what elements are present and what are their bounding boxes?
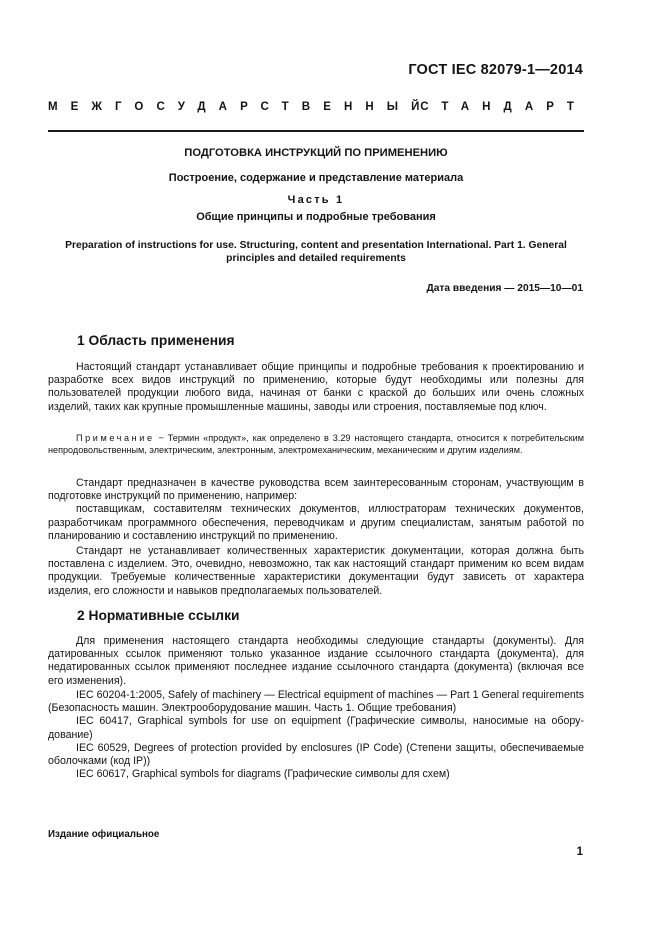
header-divider xyxy=(48,130,584,132)
section-1-paragraph-3-text: Стандарт не устанавливает количественных характеристик документации, которая должна быть поставлена с изделием. Это, очевидно, невозможно, так как настоящий стандарт применим ко всем видам продукции. Требуемые количественные характеристики документации будут зависеть от характера изделия, его сложности и навыков предполагаемых пользователей. xyxy=(48,545,584,597)
header-interstate: МЕЖГОСУДАРСТВЕННЫЙ xyxy=(48,101,433,113)
part-subtitle: Общие принципы и подробные требования xyxy=(196,211,436,223)
note-label: Примечание xyxy=(76,433,155,443)
reference-item: IEC 60417, Graphical symbols for use on equipment (Графические символы, наносимые на оборудование) xyxy=(48,715,584,741)
part-label: Часть 1 xyxy=(287,194,345,206)
official-edition-label: Издание официальное xyxy=(48,829,160,840)
section-1-paragraph-3 xyxy=(48,545,584,598)
reference-item: IEC 60617, Graphical symbols for diagrams (Графические символы для схем) xyxy=(76,768,450,781)
note-text: − Термин «продукт», как определено в 3.29 настоящего стандарта, относится к потребительским непродовольственным, электрическим, электронным, электромеханическим, механическим и другим изделиям. xyxy=(48,433,584,455)
header-standard: СТАНДАРТ xyxy=(420,101,587,113)
section-2-paragraph-1 xyxy=(48,635,584,688)
section-1-audience-list: поставщикам, составителям технических документов, иллюстраторам технических документов, разработчикам программного обеспечения, переводчикам и другим специалистам, занятым работой по планированию и составлению инструкций по применению. xyxy=(48,503,584,542)
section-1-paragraph-2-text: Стандарт предназначен в качестве руководства всем заинтересованным сторонам, участвующим в подготовке инструкций по применению, например: xyxy=(48,477,584,503)
section-1-note xyxy=(48,433,584,456)
document-subtitle: Построение, содержание и представление материала xyxy=(168,172,464,184)
section-1-paragraph-1-text: Настоящий стандарт устанавливает общие принципы и подробные требования к проектированию и разработке всех видов инструкций по применению, которые будут необходимы или полезны для пользователей продукции любого вида, начиная от банки с краской до больших или очень сложных изделий, таких как крупные промышленные машины, заводы или строения, поставляемые под ключ. xyxy=(48,361,584,413)
reference-item: IEC 60529, Degrees of protection provided by enclosures (IP Code) (Степени защиты, обеспечиваемые оболочками (код IP)) xyxy=(48,741,584,768)
page-number: 1 xyxy=(576,846,583,858)
english-title: Preparation of instructions for use. Structuring, content and presentation International. Part 1. General principles and detailed requirements xyxy=(65,240,567,264)
introduction-date: Дата введения — 2015—10—01 xyxy=(426,283,583,294)
section-1-paragraph-2 xyxy=(48,477,584,543)
section-1-paragraph-1 xyxy=(48,361,584,414)
document-id: ГОСТ IEC 82079-1—2014 xyxy=(408,62,583,78)
reference-item: IEC 60204-1:2005, Safely of machinery — Electrical equipment of machines — Part 1 General requirements (Безопасность машин. Электрооборудование машин. Часть 1. Общие требования) xyxy=(48,689,584,715)
section-1-heading: 1 Область применения xyxy=(77,333,235,348)
normative-references-list xyxy=(48,689,584,781)
section-2-heading: 2 Нормативные ссылки xyxy=(77,608,240,623)
document-title: ПОДГОТОВКА ИНСТРУКЦИЙ ПО ПРИМЕНЕНИЮ xyxy=(184,147,448,159)
section-2-paragraph-1-text: Для применения настоящего стандарта необходимы следующие стандарты (документы). Для датированных ссылок применяют только указанное издание ссылочного стандарта (документа), для недатированных ссылок применяют последнее издание ссылочного стандарта (документа) (включая все его изменения). xyxy=(48,635,584,687)
